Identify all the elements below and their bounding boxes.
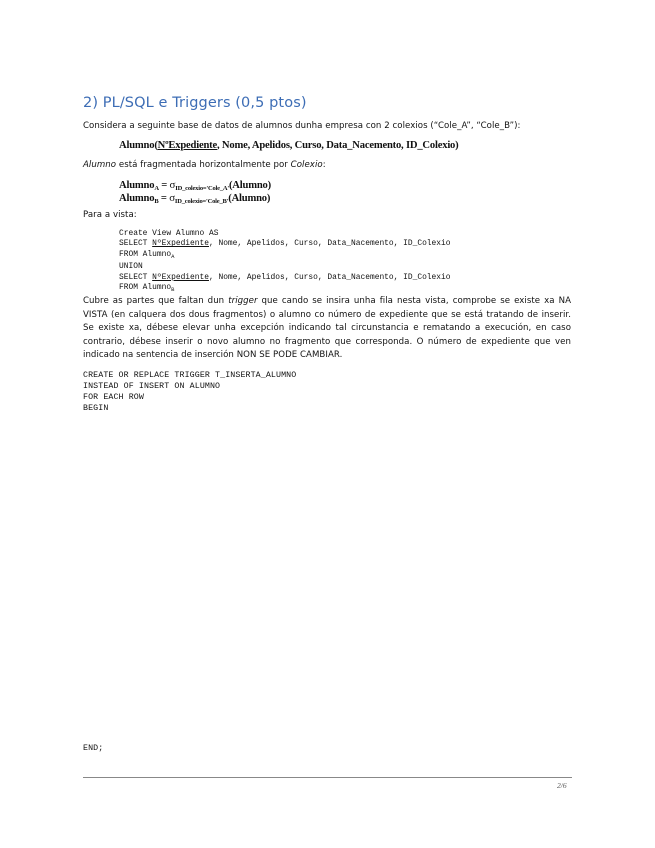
intro-paragraph: Considera a seguinte base de datos de alumnos dunha empresa con 2 colexios (“Cole_A”, “Cole_B”): — [83, 121, 521, 131]
fragment-a: Alumno$_A$ = $\sigma_{ID\_colexio='Cole\_A'}(Alumno)$ — [119, 179, 271, 192]
fragmentation-word: Alumno — [83, 160, 117, 170]
trigger-end: END; — [83, 744, 104, 753]
fragmentation-sentence: Alumno está fragmentada horizontalmente por Colexio: — [83, 160, 326, 170]
relation-key: NºExpediente — [157, 140, 218, 151]
fragmentation-attr: Colexio — [290, 160, 323, 170]
fragment-b: Alumno$_B$ = $\sigma_{ID\_colexio='Cole\_B'}(Alumno)$ — [119, 192, 271, 205]
relation-schema: Alumno(NºExpediente, Nome, Apelidos, Curso, Data_Nacemento, ID_Colexio) — [119, 140, 459, 151]
trigger-code: CREATE OR REPLACE TRIGGER T_INSERTA_ALUMNO INSTEAD OF INSERT ON ALUMNO FOR EACH ROW BEGIN — [83, 371, 297, 413]
view-definition-code: Create View Alumno AS SELECT NºExpediente, Nome, Apelidos, Curso, Data_Nacemento, ID_Colexio FROM Alumno$_A$ UNION SELECT NºExpediente, Nome, Apelidos, Curso, Data_Nacemento, ID_Colexio FROM Alumno$_B$ — [119, 229, 451, 294]
view-label: Para a vista: — [83, 210, 137, 220]
sigma-symbol: σ — [169, 179, 176, 191]
relation-name: Alumno — [119, 140, 155, 151]
relation-attributes: , Nome, Apelidos, Curso, Data_Nacemento, ID_Colexio) — [217, 140, 459, 151]
section-heading: 2) PL/SQL e Triggers (0,5 ptos) — [83, 95, 307, 111]
footer-rule — [83, 777, 572, 778]
sigma-symbol: σ — [169, 192, 175, 204]
page-number: 2/6 — [557, 781, 567, 790]
task-paragraph: Cubre as partes que faltan dun trigger que cando se insira unha fila nesta vista, comprobe se existe xa NA VISTA (en calquera dos dous fragmentos) o alumno co número de expediente que se está tratando de inserir. Se existe xa, débese elevar unha excepción indicando tal circunstancia e rematando a execución, en caso contrario, débese inserir o novo alumno no fragmento que corresponda. O número de expediente que ven indicado na sentencia de inserción NON SE PODE CAMBIAR. — [83, 296, 571, 360]
